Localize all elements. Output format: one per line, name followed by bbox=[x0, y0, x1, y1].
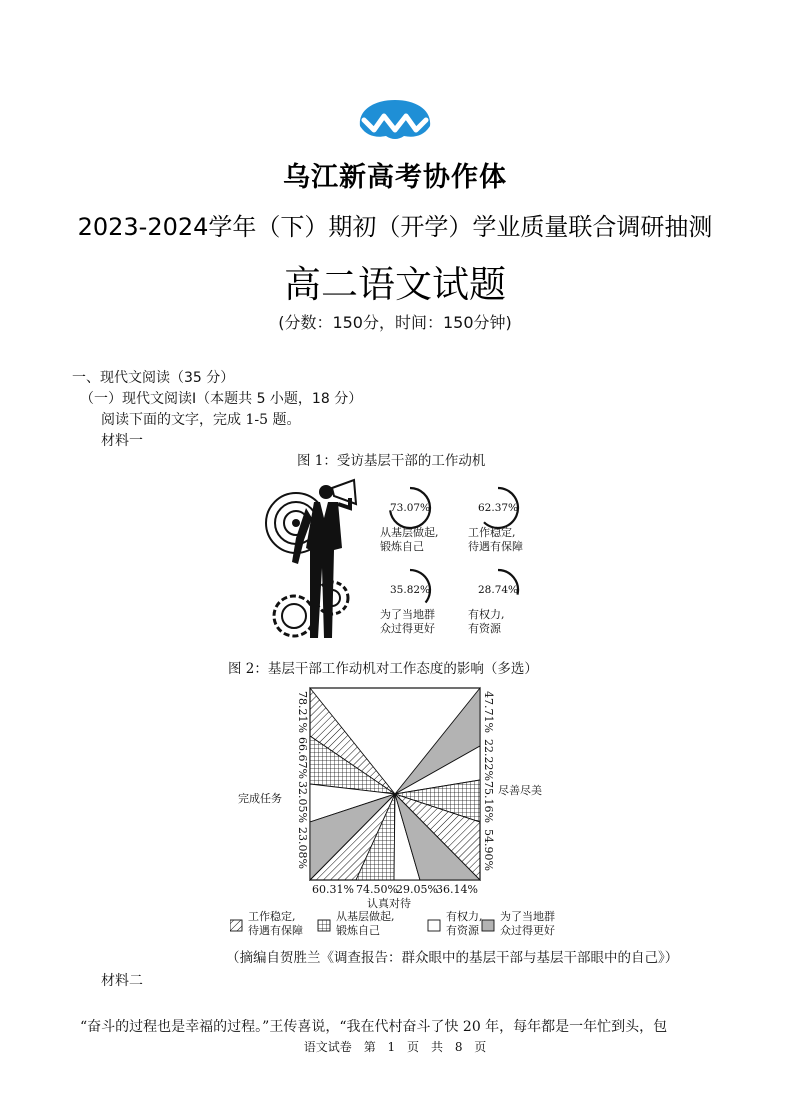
figure2-left-value: 23.08% bbox=[296, 827, 309, 869]
figure2-right-value: 47.71% bbox=[482, 691, 495, 733]
page-footer: 语文试卷 第 1 页 共 8 页 bbox=[303, 1040, 487, 1054]
figure2-legend-label: 有资源 bbox=[446, 924, 479, 937]
figure1-value: 35.82% bbox=[390, 584, 431, 596]
figure2-legend-item bbox=[428, 909, 483, 937]
figure1-value: 73.07% bbox=[390, 502, 431, 514]
figure1-caption: 图 1：受访基层干部的工作动机 bbox=[297, 453, 486, 469]
figure2-legend-swatch bbox=[318, 920, 330, 931]
figure1-item bbox=[468, 570, 518, 635]
figure2-left-value: 66.67% bbox=[296, 737, 309, 779]
figure2-left-label: 完成任务 bbox=[238, 792, 282, 805]
figure1-label: 工作稳定, bbox=[468, 526, 516, 539]
figure2-bottom-label: 认真对待 bbox=[367, 897, 411, 910]
figure2-legend-item bbox=[482, 909, 555, 937]
figure2-right-value: 54.90% bbox=[482, 829, 495, 871]
figure1-value: 28.74% bbox=[478, 584, 519, 596]
figure1-label: 从基层做起, bbox=[380, 526, 439, 539]
figure2-legend-label: 有权力, bbox=[446, 910, 483, 923]
figure1-label: 锻炼自己 bbox=[380, 540, 424, 553]
figure2-legend-swatch bbox=[482, 920, 494, 931]
subsection-heading: （一）现代文阅读Ⅰ（本题共 5 小题，18 分） bbox=[80, 391, 363, 407]
figure2-legend-label: 工作稳定, bbox=[248, 910, 296, 923]
figure2-bottom-value: 74.50% bbox=[356, 883, 398, 896]
figure1-label: 有资源 bbox=[468, 622, 501, 635]
figure2-legend-item bbox=[230, 909, 303, 937]
figure2-legend-label: 众过得更好 bbox=[500, 924, 555, 937]
figure2-chart bbox=[230, 676, 570, 946]
figure2-left-value: 32.05% bbox=[296, 781, 309, 823]
instruction: 阅读下面的文字，完成 1-5 题。 bbox=[101, 412, 301, 428]
figure2-legend-label: 待遇有保障 bbox=[248, 924, 303, 937]
material1-label: 材料一 bbox=[101, 433, 143, 449]
logo-emblem bbox=[354, 96, 436, 142]
figure1-label: 待遇有保障 bbox=[468, 540, 523, 553]
figure1-item bbox=[468, 488, 523, 553]
figure1-label: 为了当地群 bbox=[380, 608, 435, 621]
figure1-label: 众过得更好 bbox=[380, 622, 435, 635]
figure2-legend-label: 为了当地群 bbox=[500, 910, 555, 923]
section-heading: 一、现代文阅读（35 分） bbox=[72, 370, 235, 386]
figure2-bottom-value: 36.14% bbox=[436, 883, 478, 896]
figure1-value: 62.37% bbox=[478, 502, 519, 514]
figure2-legend-label: 锻炼自己 bbox=[336, 924, 380, 937]
figure2-legend-label: 从基层做起, bbox=[336, 910, 395, 923]
paragraph-text: “奋斗的过程也是幸福的过程。”王传喜说，“我在代村奋斗了快 20 年，每年都是一年忙到头，包 bbox=[80, 1019, 668, 1035]
figure1-item bbox=[380, 570, 435, 635]
figure2-legend-item bbox=[318, 909, 395, 937]
figure1-illustration bbox=[262, 478, 382, 648]
figure2-legend-swatch bbox=[230, 920, 242, 931]
exam-title: 2023-2024学年（下）期初（开学）学业质量联合调研抽测 bbox=[77, 213, 713, 241]
figure2-right-value: 75.16% bbox=[482, 781, 495, 823]
figure2-right-value: 22.22% bbox=[482, 739, 495, 781]
source-note: （摘编自贺胜兰《调查报告：群众眼中的基层干部与基层干部眼中的自己》） bbox=[226, 950, 679, 966]
material2-label: 材料二 bbox=[101, 973, 143, 989]
figure1-label: 有权力, bbox=[468, 608, 505, 621]
figure1-rings bbox=[370, 478, 550, 648]
figure2-bottom-value: 60.31% bbox=[312, 883, 354, 896]
subject-title: 高二语文试题 bbox=[284, 263, 506, 306]
figure2-caption: 图 2：基层干部工作动机对工作态度的影响（多选） bbox=[228, 661, 538, 677]
figure2-legend-swatch bbox=[428, 920, 440, 931]
figure1-item bbox=[380, 488, 439, 553]
figure2-bottom-value: 29.05% bbox=[396, 883, 438, 896]
logo-text: 乌江新高考协作体 bbox=[283, 162, 507, 193]
score-info: (分数：150分，时间：150分钟) bbox=[278, 313, 512, 332]
figure2-left-value: 78.21% bbox=[296, 691, 309, 733]
figure2-right-label: 尽善尽美 bbox=[498, 784, 542, 797]
